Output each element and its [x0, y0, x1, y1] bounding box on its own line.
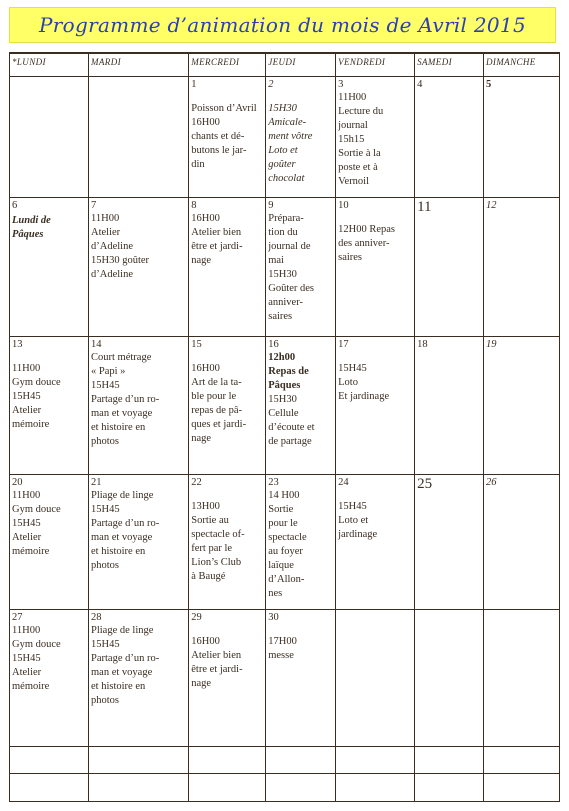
day-activities: 11H00 Gym douce 15H45 Atelier mémoire: [12, 363, 61, 431]
day-number: 4: [417, 79, 423, 91]
empty-row: [10, 747, 560, 773]
day-activities: 12h00 Repas de Pâques: [268, 352, 309, 392]
day-number: 10: [338, 200, 349, 212]
empty-cell: [415, 747, 484, 773]
day-number: 22: [191, 477, 202, 489]
day-number: 21: [91, 477, 102, 489]
empty-cell: [415, 773, 484, 802]
empty-cell: [10, 773, 89, 802]
empty-cell: [483, 747, 559, 773]
day-cell: [189, 337, 266, 475]
day-number: 5: [485, 79, 492, 91]
day-number: 2: [268, 79, 274, 91]
page-title: Programme d’animation du mois de Avril 2015: [39, 13, 526, 37]
empty-cell: [89, 773, 189, 802]
day-number: 6: [12, 200, 18, 212]
day-cell: [415, 475, 484, 610]
day-activities: 11H00 Atelier d’Adeline 15H30 goûter d’Adeline: [91, 213, 150, 281]
empty-cell: [336, 773, 415, 802]
day-activities: 12H00 Repas des anniver- saires: [338, 224, 395, 264]
empty-row: [10, 773, 560, 802]
week-row: [10, 610, 560, 747]
weekday-header-row: [10, 53, 560, 77]
day-cell: [189, 198, 266, 337]
weekday-header: JEUDI: [266, 53, 336, 77]
empty-cell: [10, 747, 89, 773]
day-number: 3: [338, 79, 344, 91]
day-cell: [189, 475, 266, 610]
day-activities: Pliage de linge 15H45 Partage d’un ro- man et voyage et histoire en photos: [91, 490, 160, 572]
day-number: 25: [417, 476, 433, 493]
week-row: [10, 475, 560, 610]
day-cell: [483, 337, 559, 475]
day-number: 15: [191, 339, 202, 351]
day-cell: [189, 77, 266, 198]
day-cell: [266, 337, 336, 475]
day-cell: [89, 475, 189, 610]
week-row: [10, 198, 560, 337]
day-activities: 15H45 Loto Et jardinage: [338, 363, 390, 403]
day-cell: [336, 77, 415, 198]
day-cell: [483, 198, 559, 337]
day-activities: Lundi de Pâques: [12, 215, 51, 241]
day-cell: [10, 475, 89, 610]
empty-cell: [483, 773, 559, 802]
day-cell: [415, 198, 484, 337]
day-cell: [483, 610, 559, 747]
day-activities: Prépara- tion du journal de mai 15H30 Goûter des anniver- saires: [268, 213, 315, 323]
day-cell: [89, 77, 189, 198]
empty-cell: [89, 747, 189, 773]
day-number: 9: [268, 200, 274, 212]
day-number: 12: [485, 200, 497, 212]
day-number: 16: [268, 339, 279, 351]
weekday-header: SAMEDI: [415, 53, 484, 77]
weekday-header: *LUNDI: [10, 53, 89, 77]
day-number: 30: [268, 612, 279, 624]
day-number: 13: [12, 339, 23, 351]
day-cell: [266, 475, 336, 610]
day-activities: 16H00 Atelier bien être et jardi- nage: [191, 213, 243, 267]
day-activities: 16H00 Art de la ta- ble pour le repas de pâ- ques et jardi- nage: [191, 363, 247, 445]
day-cell: [483, 77, 559, 198]
weekday-header: MERCREDI: [189, 53, 266, 77]
day-cell: [483, 475, 559, 610]
day-number: 14: [91, 339, 102, 351]
day-number: 29: [191, 612, 202, 624]
day-number: 17: [338, 339, 349, 351]
day-activities: Poisson d’Avril 16H00 chants et dé- butons le jar- din: [191, 103, 257, 171]
day-activities: 11H00 Gym douce 15H45 Atelier mémoire: [12, 625, 61, 693]
empty-cell: [189, 773, 266, 802]
day-activities: 14 H00 Sortie pour le spectacle au foyer laïque d’Allon- nes: [268, 490, 307, 600]
day-cell: [266, 77, 336, 198]
day-cell: [336, 475, 415, 610]
title-banner: [9, 7, 556, 43]
day-activities: 15H45 Loto et jardinage: [338, 501, 378, 541]
day-number: 28: [91, 612, 102, 624]
day-cell: [10, 77, 89, 198]
weekday-header: VENDREDI: [336, 53, 415, 77]
day-cell: [266, 610, 336, 747]
day-cell: [336, 198, 415, 337]
day-cell: [336, 610, 415, 747]
day-activities: 11H00 Gym douce 15H45 Atelier mémoire: [12, 490, 61, 558]
day-cell: [89, 198, 189, 337]
day-number: 18: [417, 339, 428, 351]
day-cell: [89, 610, 189, 747]
day-cell: [189, 610, 266, 747]
day-activities: 13H00 Sortie au spectacle of- fert par le Lion’s Club à Baugé: [191, 501, 245, 583]
day-activities: 15H30 Amicale- ment vôtre Loto et goûter chocolat: [268, 103, 313, 185]
calendar-table: [9, 52, 560, 802]
day-cell: [415, 77, 484, 198]
day-cell: [415, 337, 484, 475]
day-number: 23: [268, 477, 279, 489]
day-number: 1: [191, 79, 197, 91]
day-cell: [266, 198, 336, 337]
day-cell: [10, 337, 89, 475]
day-number: 20: [12, 477, 23, 489]
day-number: 7: [91, 200, 97, 212]
empty-cell: [189, 747, 266, 773]
day-activities: Court métrage « Papi » 15H45 Partage d’un ro- man et voyage et histoire en photos: [91, 352, 160, 448]
day-activities: 17H00 messe: [268, 636, 297, 662]
day-cell: [415, 610, 484, 747]
day-activities-extra: 15H30 Cellule d’écoute et de partage: [268, 394, 315, 448]
day-number: 11: [417, 199, 432, 216]
day-number: 27: [12, 612, 23, 624]
day-number: 26: [485, 477, 497, 489]
empty-cell: [266, 747, 336, 773]
week-row: [10, 337, 560, 475]
day-cell: [336, 337, 415, 475]
day-activities: 16H00 Atelier bien être et jardi- nage: [191, 636, 243, 690]
day-cell: [10, 610, 89, 747]
empty-cell: [266, 773, 336, 802]
day-activities: Pliage de linge 15H45 Partage d’un ro- man et voyage et histoire en photos: [91, 625, 160, 707]
empty-cell: [336, 747, 415, 773]
day-cell: [10, 198, 89, 337]
day-number: 19: [485, 339, 497, 351]
weekday-header: MARDI: [89, 53, 189, 77]
day-cell: [89, 337, 189, 475]
day-activities: 11H00 Lecture du journal 15h15 Sortie à la poste et à Vernoil: [338, 92, 384, 188]
day-number: 8: [191, 200, 197, 212]
week-row: [10, 77, 560, 198]
day-number: 24: [338, 477, 349, 489]
weekday-header: DIMANCHE: [483, 53, 559, 77]
